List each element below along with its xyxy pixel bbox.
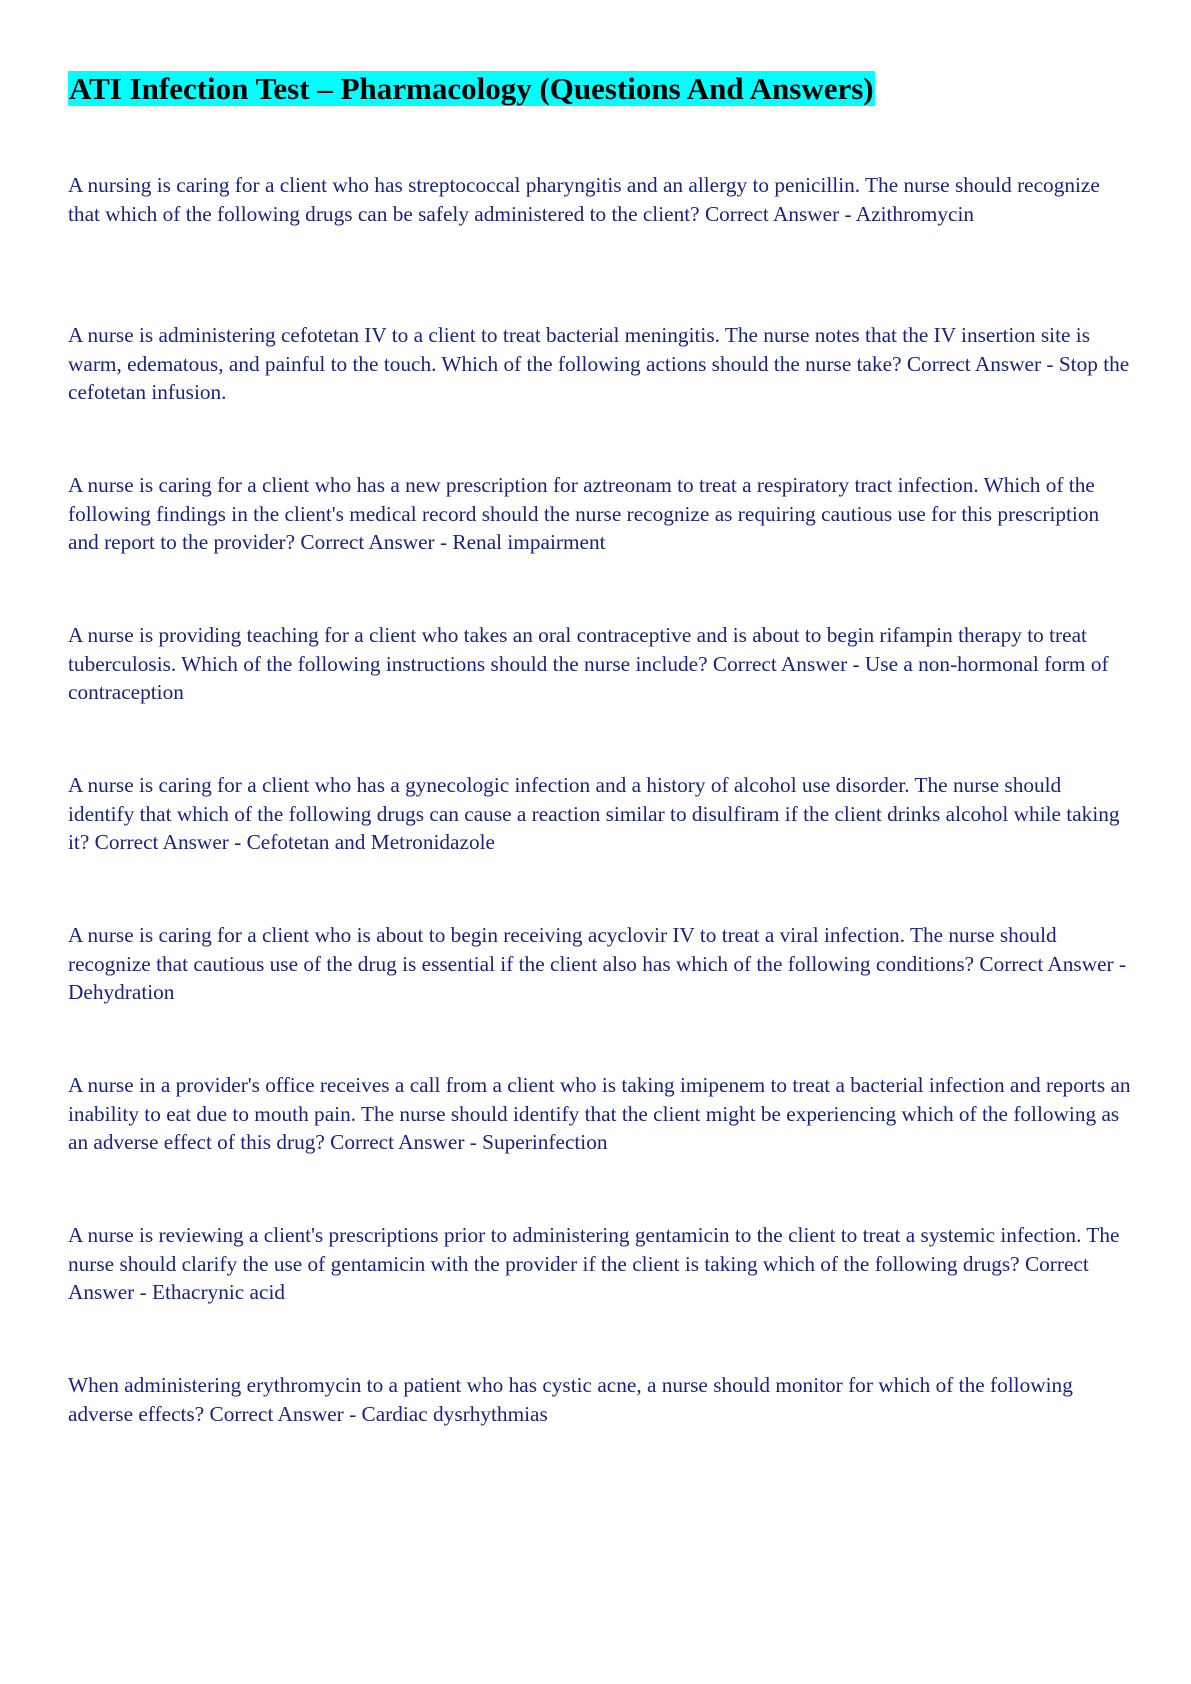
question-item-5: A nurse is caring for a client who has a gynecologic infection and a history of alcohol use disorder. The nurse should identify that which of the following drugs can cause a reaction similar to disulfiram if the client drinks alcohol while taking it? Correct Answer - Cefotetan and Metronidazole [68,773,1120,855]
title-block [68,70,1151,108]
question-item-6: A nurse is caring for a client who is about to begin receiving acyclovir IV to treat a viral infection. The nurse should recognize that cautious use of the drug is essential if the client also has which of the following conditions? Correct Answer - Dehydration [68,923,1127,1005]
question-item-7: A nurse in a provider's office receives a call from a client who is taking imipenem to treat a bacterial infection and reports an inability to eat due to mouth pain. The nurse should identify that the client might be experiencing which of the following as an adverse effect of this drug? Correct Answer - Superinfection [68,1073,1131,1155]
question-item-2: A nurse is administering cefotetan IV to a client to treat bacterial meningitis. The nurse notes that the IV insertion site is warm, edematous, and painful to the touch. Which of the following actions should the nurse take? Correct Answer - Stop the cefotetan infusion. [68,323,1130,405]
question-list [68,171,1132,1521]
question-item-3: A nurse is caring for a client who has a new prescription for aztreonam to treat a respiratory tract infection. Which of the following findings in the client's medical record should the nurse recognize as requiring cautious use for this prescription and report to the provider? Correct Answer - Renal impairment [68,473,1100,555]
question-item-8: A nurse is reviewing a client's prescriptions prior to administering gentamicin to the client to treat a systemic infection. The nurse should clarify the use of gentamicin with the provider if the client is taking which of the following drugs? Correct Answer - Ethacrynic acid [68,1223,1120,1305]
question-item-1: A nursing is caring for a client who has streptococcal pharyngitis and an allergy to penicillin. The nurse should recognize that which of the following drugs can be safely administered to the client? Correct Answer - Azithromycin [68,173,1100,226]
question-item-9: When administering erythromycin to a patient who has cystic acne, a nurse should monitor for which of the following adverse effects? Correct Answer - Cardiac dysrhythmias [68,1373,1073,1426]
document-title: ATI Infection Test – Pharmacology (Questions And Answers) [69,71,874,106]
question-item-4: A nurse is providing teaching for a client who takes an oral contraceptive and is about to begin rifampin therapy to treat tuberculosis. Which of the following instructions should the nurse include? Correct Answer - Use a non-hormonal form of contraception [68,623,1109,705]
